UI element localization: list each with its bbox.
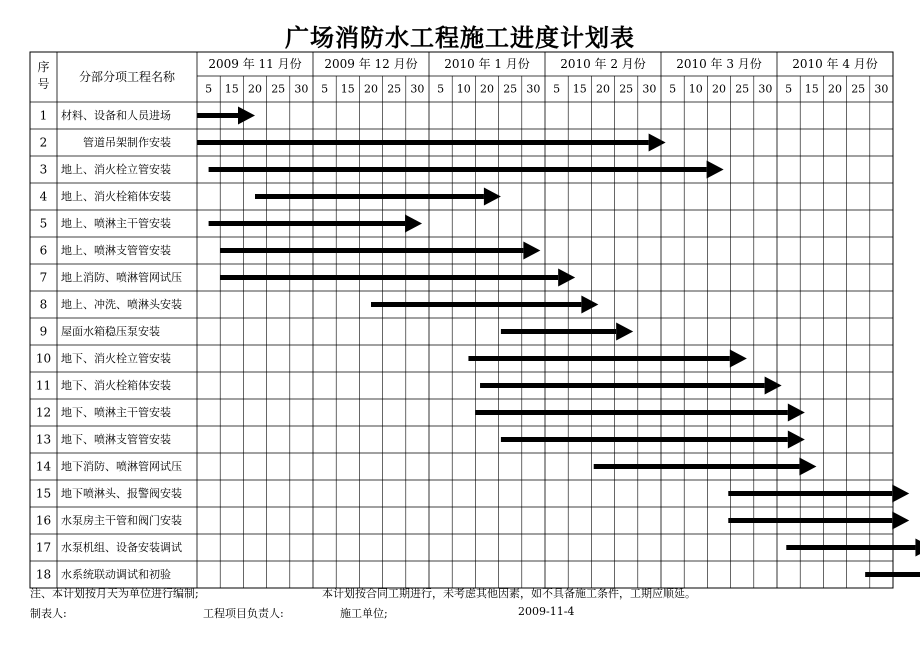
task-number: 11 (35, 378, 52, 393)
day-tick-label: 10 (456, 82, 471, 96)
month-label: 2009 年 11 月份 (208, 57, 302, 71)
day-tick-label: 5 (321, 82, 329, 96)
task-bar (468, 356, 729, 361)
task-bar-arrowhead (558, 269, 575, 287)
day-tick-label: 20 (596, 82, 610, 96)
task-number: 3 (39, 162, 48, 177)
day-tick-label: 5 (205, 82, 213, 96)
task-number: 6 (39, 243, 48, 258)
task-bar (209, 167, 707, 172)
task-bar (197, 140, 649, 145)
task-bar (786, 545, 915, 550)
footer-date: 2009-11-4 (518, 605, 575, 618)
task-bar (865, 572, 920, 577)
task-number: 12 (35, 405, 52, 420)
task-bar (728, 518, 892, 523)
task-name: 地上、冲洗、喷淋头安装 (61, 298, 182, 311)
task-number: 7 (39, 270, 48, 285)
task-number: 17 (35, 540, 52, 555)
day-tick-label: 15 (572, 82, 587, 96)
task-bar-arrowhead (799, 458, 816, 476)
task-bar (475, 410, 787, 415)
day-tick-label: 30 (874, 82, 889, 96)
header-seq-label: 序 (37, 60, 50, 74)
task-bar-arrowhead (649, 134, 666, 152)
task-name: 地下、消火栓箱体安装 (61, 379, 171, 392)
footer-note-left: 注、本计划按月天为单位进行编制; (30, 587, 199, 600)
footer-manager: 工程项目负责人: (203, 607, 284, 620)
day-tick-label: 15 (340, 82, 355, 96)
month-label: 2010 年 2 月份 (560, 57, 646, 71)
task-name: 地下、喷淋支管管安装 (61, 433, 171, 446)
task-number: 2 (39, 135, 48, 150)
task-name: 地下、喷淋主干管安装 (61, 406, 171, 419)
day-tick-label: 5 (785, 82, 793, 96)
task-bar-arrowhead (707, 161, 724, 179)
task-bar-arrowhead (765, 377, 782, 395)
task-bar (255, 194, 484, 199)
day-tick-label: 20 (480, 82, 494, 96)
day-tick-label: 30 (294, 82, 309, 96)
task-number: 9 (39, 324, 48, 339)
task-bar-arrowhead (788, 431, 805, 449)
day-tick-label: 30 (410, 82, 425, 96)
day-tick-label: 30 (758, 82, 773, 96)
task-name: 地下、消火栓立管安装 (61, 352, 171, 365)
task-name: 地下喷淋头、报警阀安装 (61, 487, 182, 500)
day-tick-label: 20 (248, 82, 262, 96)
table-border (30, 52, 893, 588)
task-bar (480, 383, 765, 388)
task-number: 13 (35, 432, 52, 447)
task-number: 5 (39, 216, 48, 231)
task-bar (501, 329, 616, 334)
task-name: 屋面水箱稳压泵安装 (61, 325, 160, 338)
task-bar-arrowhead (915, 539, 920, 557)
day-tick-label: 10 (688, 82, 703, 96)
day-tick-label: 30 (526, 82, 541, 96)
day-tick-label: 25 (851, 82, 866, 96)
task-bar (220, 248, 523, 253)
month-label: 2010 年 4 月份 (792, 57, 878, 71)
day-tick-label: 30 (642, 82, 657, 96)
footer-maker: 制表人: (30, 607, 67, 620)
day-tick-label: 15 (224, 82, 239, 96)
task-bar-arrowhead (581, 296, 598, 314)
month-label: 2010 年 3 月份 (676, 57, 762, 71)
day-tick-label: 15 (804, 82, 819, 96)
day-tick-label: 25 (735, 82, 750, 96)
task-number: 18 (35, 567, 52, 582)
day-tick-label: 25 (387, 82, 402, 96)
day-tick-label: 20 (364, 82, 378, 96)
day-tick-label: 25 (619, 82, 634, 96)
day-tick-label: 5 (669, 82, 677, 96)
task-number: 4 (39, 189, 48, 204)
page-title: 广场消防水工程施工进度计划表 (285, 23, 635, 52)
task-name: 地上、消火栓立管安装 (61, 163, 171, 176)
day-tick-label: 5 (437, 82, 445, 96)
task-name: 水泵机组、设备安装调试 (61, 541, 182, 554)
task-bar (594, 464, 800, 469)
month-label: 2010 年 1 月份 (444, 57, 530, 71)
task-number: 10 (35, 351, 52, 366)
task-name: 地上、喷淋主干管安装 (61, 217, 171, 230)
task-name: 材料、设备和人员进场 (61, 109, 171, 122)
task-bar-arrowhead (788, 404, 805, 422)
day-tick-label: 25 (503, 82, 518, 96)
task-number: 1 (39, 108, 48, 123)
task-bar (220, 275, 558, 280)
task-bar-arrowhead (730, 350, 747, 368)
task-bar (209, 221, 405, 226)
task-name: 地上、喷淋支管管安装 (61, 244, 171, 257)
task-bar-arrowhead (892, 485, 909, 503)
header-seq-label: 号 (37, 77, 50, 91)
day-tick-label: 20 (712, 82, 726, 96)
task-bar (371, 302, 581, 307)
task-name: 地上、消火栓箱体安装 (61, 190, 171, 203)
task-bar (197, 113, 238, 118)
task-name: 管道吊架制作安装 (83, 136, 171, 149)
task-number: 8 (39, 297, 48, 312)
task-bar-arrowhead (523, 242, 540, 260)
footer-note-right: 本计划按合同工期进行，未考虑其他因素，如不具备施工条件，工期应顺延。 (322, 587, 696, 600)
task-bar (501, 437, 788, 442)
month-label: 2009 年 12 月份 (324, 57, 418, 71)
task-name: 地下消防、喷淋管网试压 (61, 460, 182, 473)
task-bar-arrowhead (238, 107, 255, 125)
day-tick-label: 20 (828, 82, 842, 96)
task-name: 地上消防、喷淋管网试压 (61, 271, 182, 284)
task-name: 水系统联动调试和初验 (61, 568, 171, 581)
day-tick-label: 25 (271, 82, 286, 96)
task-bar-arrowhead (892, 512, 909, 530)
footer-unit: 施工单位; (340, 607, 388, 620)
day-tick-label: 5 (553, 82, 561, 96)
header-name-label: 分部分项工程名称 (78, 70, 176, 84)
task-bar (728, 491, 892, 496)
task-bar-arrowhead (616, 323, 633, 341)
task-number: 14 (35, 459, 52, 474)
task-bar-arrowhead (405, 215, 422, 233)
task-number: 16 (35, 513, 52, 528)
task-name: 水泵房主干管和阀门安装 (61, 514, 182, 527)
task-number: 15 (35, 486, 52, 501)
